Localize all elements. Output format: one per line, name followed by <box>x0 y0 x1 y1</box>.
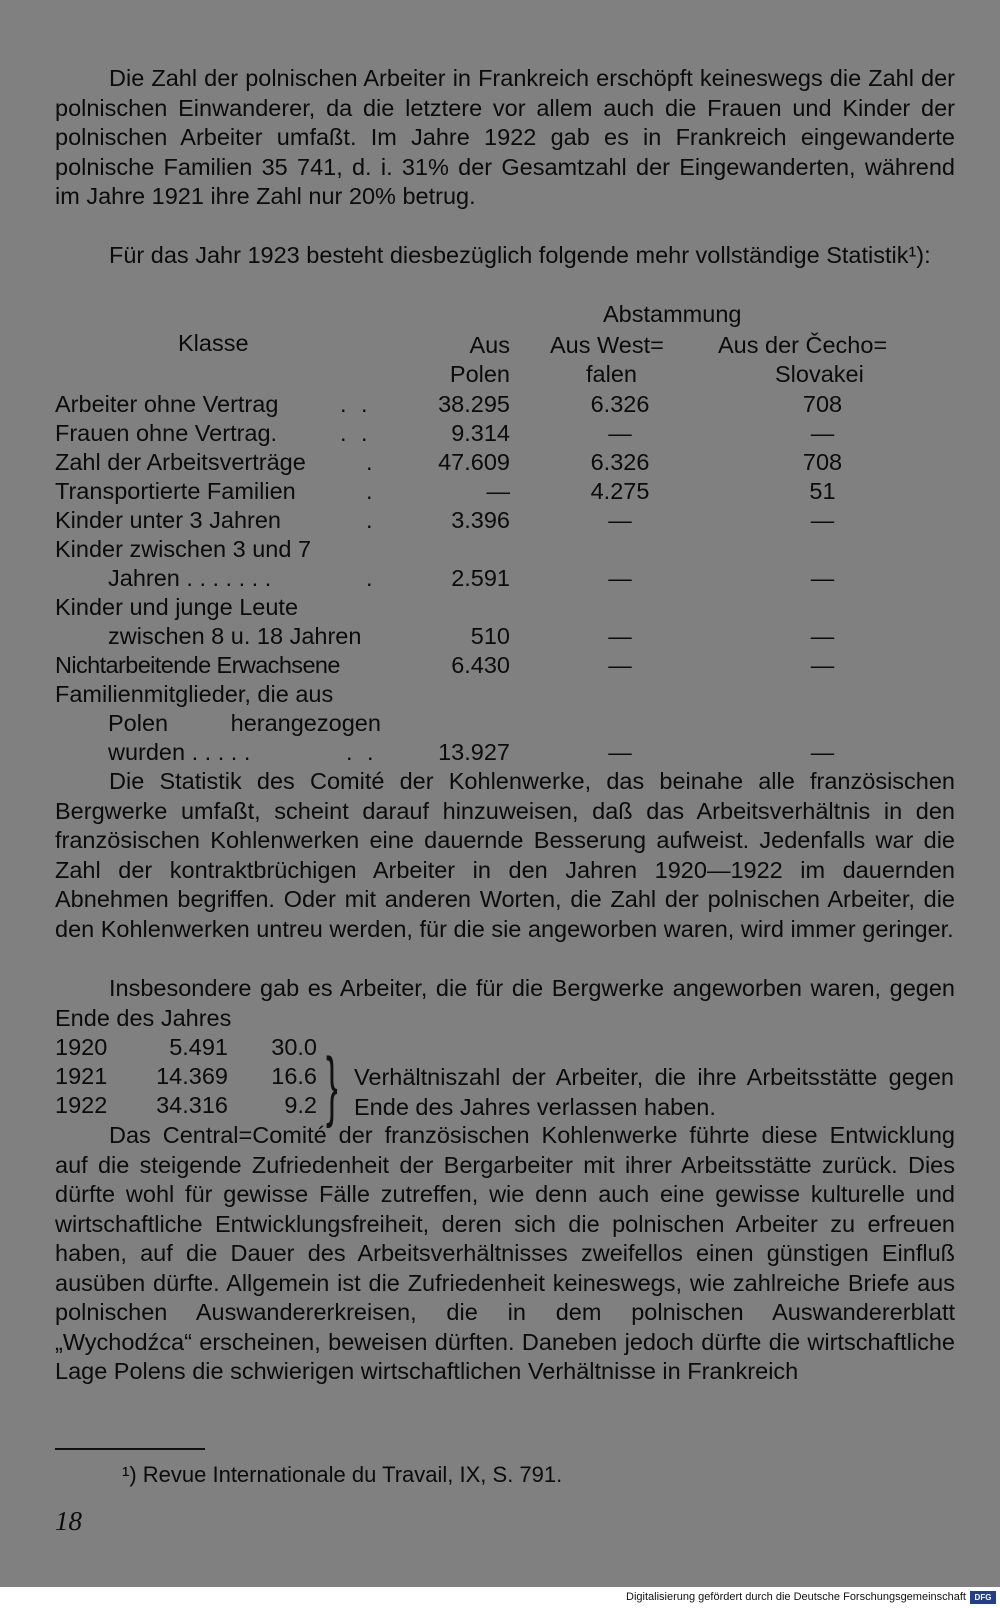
table-row <box>0 709 1000 739</box>
page-number: 18 <box>55 1506 82 1536</box>
cell-slovakei: — <box>810 565 835 591</box>
table-row <box>0 738 1000 768</box>
table-row <box>0 448 1000 478</box>
row-label: Transportierte Familien <box>55 478 296 504</box>
row-label: Arbeiter ohne Vertrag <box>55 391 279 417</box>
digitization-banner: Digitalisierung gefördert durch die Deutsche Forschungsgemeinschaft <box>0 1587 1000 1608</box>
row-label: Kinder unter 3 Jahren <box>55 507 282 533</box>
row-label: wurden . . . . . <box>108 739 251 765</box>
cell-westfalen: — <box>608 507 632 533</box>
cell-polen: 38.295 <box>438 391 510 417</box>
cell-westfalen: — <box>608 739 632 765</box>
brace-annotation: Verhältniszahl der Arbeiter, die ihre Arbeitsstätte gegen Ende des Jahres verlassen haben. <box>354 1064 954 1120</box>
table-row <box>0 477 1000 507</box>
row-dots: . <box>366 565 377 591</box>
table-row <box>0 419 1000 449</box>
row-label: zwischen 8 u. 18 Jahren <box>108 623 362 649</box>
row-label: Polen herangezogen <box>108 710 381 736</box>
row-label: Frauen ohne Vertrag. <box>55 420 278 446</box>
table-row <box>0 651 1000 681</box>
ratio-cell: 30.0 <box>271 1034 317 1060</box>
row-label: Familienmitglieder, die aus <box>55 681 334 707</box>
row-dots: . <box>366 478 377 504</box>
table-row <box>0 535 1000 565</box>
table-row <box>0 622 1000 652</box>
table-header-col2-line1: Aus West= <box>550 332 664 358</box>
table-header-klasse: Klasse <box>178 330 249 356</box>
paragraph-3: Die Statistik des Comité der Kohlenwerke, das beinahe alle französischen Bergwerke umfaßt, scheint darauf hinzuweisen, daß das Arbeitsverhältnis in den französischen Kohlenwerken eine dauernde Besserung aufweist. Jedenfalls war die Zahl der kontraktbrüchigen Arbeiter in den Jahren 1920—1922 im dauernden Abnehmen begriffen. Oder mit anderen Worten, die Zahl der polnischen Arbeiter, die den Kohlenwerken untreu werden, für die sie angeworben waren, wird immer geringer. <box>55 768 955 942</box>
row-label: Nichtarbeitende Erwachsene <box>55 652 340 678</box>
row-dots: . <box>366 449 377 475</box>
paragraph-1: Die Zahl der polnischen Arbeiter in Frankreich erschöpft keineswegs die Zahl der polnischen Einwanderer, da die letztere vor allem auch die Frauen und Kinder der polnischen Arbeiter umfaßt. Im Jahre 1922 gab es in Frankreich eingewanderte polnische Familien 35 741, d. i. 31% der Gesamtzahl der Eingewanderten, während im Jahre 1921 ihre Zahl nur 20% betrug. <box>55 65 955 209</box>
table-header-col1-line1: Aus <box>469 332 510 358</box>
table-header-col3-line2: Slovakei <box>775 361 864 387</box>
row-dots: . <box>366 507 377 533</box>
count-cell: 34.316 <box>156 1092 228 1118</box>
ratio-cell: 9.2 <box>284 1092 317 1118</box>
table-row <box>0 593 1000 623</box>
row-dots: . . <box>346 739 378 765</box>
table-row <box>0 680 1000 710</box>
cell-westfalen: 4.275 <box>590 478 650 504</box>
year-cell: 1921 <box>55 1063 108 1089</box>
cell-westfalen: — <box>608 623 632 649</box>
table-header-col3-line1: Aus der Čecho= <box>718 332 888 358</box>
cell-westfalen: — <box>608 652 632 678</box>
cell-polen: 2.591 <box>451 565 510 591</box>
table-row <box>0 390 1000 420</box>
cell-westfalen: 6.326 <box>590 449 650 475</box>
cell-westfalen: — <box>608 565 632 591</box>
row-label: Kinder zwischen 3 und 7 <box>55 536 312 562</box>
dfg-logo-icon: DFG <box>970 1591 996 1604</box>
row-label: Zahl der Arbeitsverträge <box>55 449 306 475</box>
paragraph-5: Das Central=Comité der französischen Kohlenwerke führte diese Entwicklung auf die steigende Zufriedenheit der Bergarbeiter mit ihrer Arbeitsstätte zurück. Dies dürfte wohl für gewisse Fälle zutreffen, wie denn auch eine gewisse kulturelle und wirtschaftliche Entwicklungsfreiheit, deren sich die polnischen Arbeiter zu erfreuen haben, auf die Dauer des Arbeitsverhältnisses zweifellos einen günstigen Einfluß ausüben dürfte. Allgemein ist die Zufriedenheit keineswegs, wie zahlreiche Briefe aus polnischen Auswandererkreisen, die in dem polnischen Auswandererblatt „Wychodźca“ erscheinen, beweisen dürften. Daneben jedoch dürfte die wirtschaftliche Lage Polens die schwierigen wirtschaftlichen Verhältnisse in Frankreich <box>55 1122 955 1384</box>
footnote-divider <box>55 1448 205 1450</box>
table-header-col1-line2: Polen <box>449 361 510 387</box>
cell-slovakei: — <box>810 652 835 678</box>
paragraph-4: Insbesondere gab es Arbeiter, die für die Bergwerke angeworben waren, gegen Ende des Jahres <box>55 975 955 1031</box>
paragraph-2: Für das Jahr 1923 besteht diesbezüglich folgende mehr vollständige Statistik¹): <box>109 242 931 268</box>
cell-slovakei: 708 <box>802 449 843 475</box>
cell-westfalen: — <box>608 420 632 446</box>
cell-slovakei: — <box>810 623 835 649</box>
table-header-col2-line2: falen <box>586 361 637 387</box>
cell-slovakei: — <box>810 739 835 765</box>
table-row <box>0 506 1000 536</box>
footnote: ¹) Revue Internationale du Travail, IX, S. 791. <box>122 1462 563 1487</box>
count-cell: 5.491 <box>169 1034 228 1060</box>
row-dots: . . <box>340 420 372 446</box>
cell-polen: 47.609 <box>438 449 510 475</box>
cell-polen: 3.396 <box>451 507 510 533</box>
ratio-cell: 16.6 <box>271 1063 317 1089</box>
year-cell: 1920 <box>55 1034 108 1060</box>
cell-slovakei: 51 <box>809 478 836 504</box>
table-row <box>0 564 1000 594</box>
cell-polen: 6.430 <box>451 652 510 678</box>
cell-slovakei: 708 <box>802 391 843 417</box>
row-label: Kinder und junge Leute <box>55 594 299 620</box>
year-cell: 1922 <box>55 1092 108 1118</box>
cell-polen: 13.927 <box>438 739 510 765</box>
count-cell: 14.369 <box>156 1063 228 1089</box>
cell-slovakei: — <box>810 507 835 533</box>
cell-polen: 9.314 <box>451 420 510 446</box>
row-label: Jahren . . . . . . . <box>108 565 272 591</box>
row-dots: . . <box>340 391 372 417</box>
cell-westfalen: 6.326 <box>590 391 650 417</box>
cell-polen: — <box>486 478 510 504</box>
cell-polen: 510 <box>470 623 510 649</box>
cell-slovakei: — <box>810 420 835 446</box>
curly-brace-icon: } <box>326 1041 338 1129</box>
table-group-header: Abstammung <box>603 301 742 327</box>
